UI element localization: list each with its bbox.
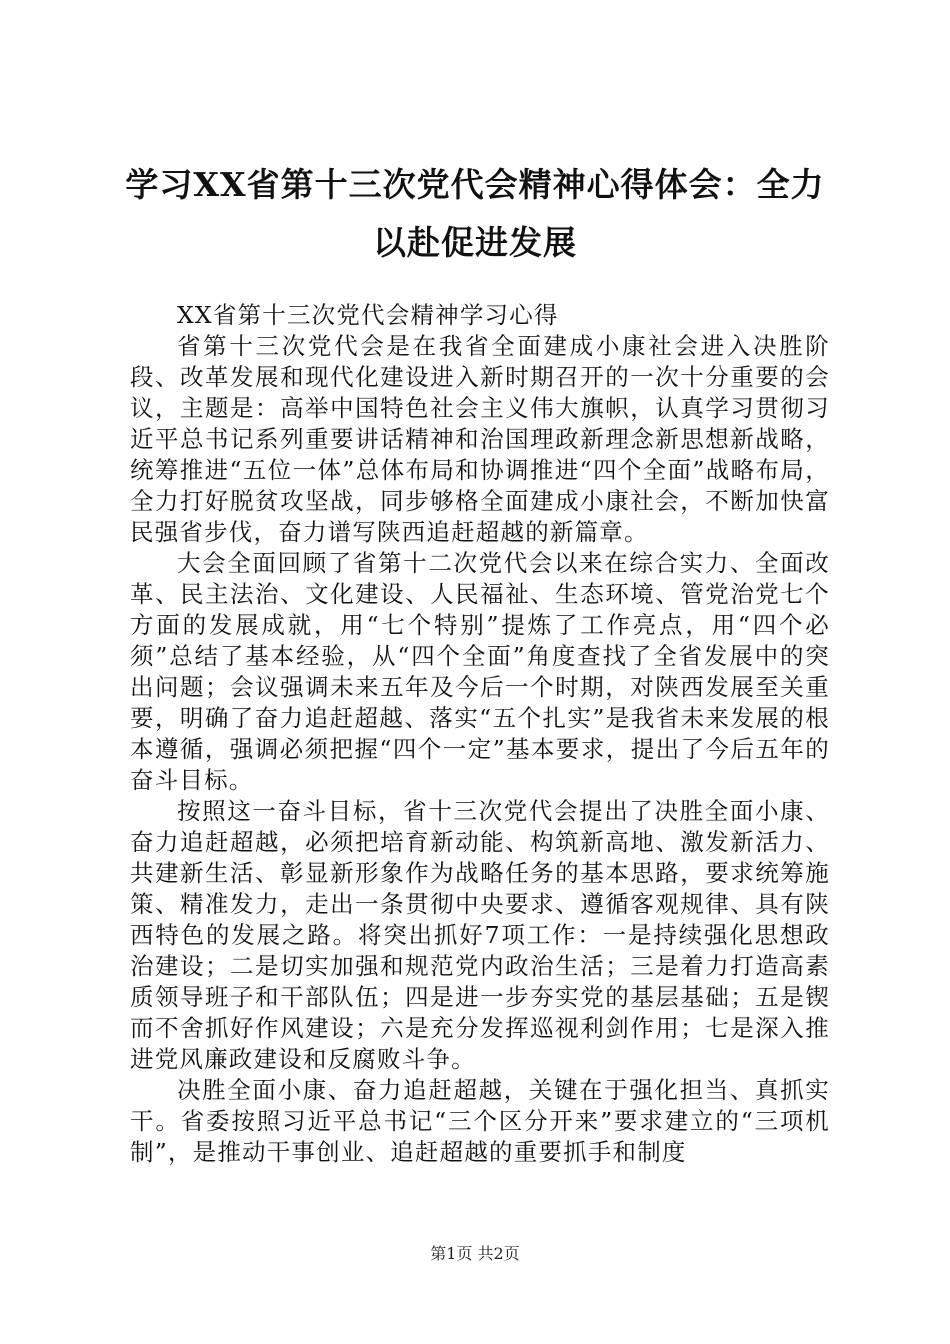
paragraph-subtitle: XX省第十三次党代会精神学习心得 (177, 301, 559, 329)
document-body (130, 300, 830, 1168)
paragraph: 大会全面回顾了省第十二次党代会以来在综合实力、全面改革、民主法治、文化建设、人民福祉、生态环境、管党治党七个方面的发展成就，用“七个特别”提炼了工作亮点，用“四个必须”总结了基本经验，从“四个全面”角度查找了全省发展中的突出问题；会议强调未来五年及今后一个时期，对陕西发展至关重要，明确了奋力追赶超越、落实“五个扎实”是我省未来发展的根本遵循，强调必须把握“四个一定”基本要求，提出了今后五年的奋斗目标。 (130, 549, 830, 794)
paragraph: 决胜全面小康、奋力追赶超越，关键在于强化担当、真抓实干。省委按照习近平总书记“三个区分开来”要求建立的“三项机制”，是推动干事创业、追赶超越的重要抓手和制度 (130, 1076, 830, 1166)
document-title: 学习XX省第十三次党代会精神心得体会：全力以赴促进发展 (125, 165, 825, 262)
paragraph: 省第十三次党代会是在我省全面建成小康社会进入决胜阶段、改革发展和现代化建设进入新时期召开的一次十分重要的会议，主题是：高举中国特色社会主义伟大旗帜，认真学习贯彻习近平总书记系列重要讲话精神和治国理政新理念新思想新战略，统筹推进“五位一体”总体布局和协调推进“四个全面”战略布局，全力打好脱贫攻坚战，同步够格全面建成小康社会，不断加快富民强省步伐，奋力谱写陕西追赶超越的新篇章。 (130, 332, 830, 546)
paragraph: 按照这一奋斗目标，省十三次党代会提出了决胜全面小康、奋力追赶超越，必须把培育新动能、构筑新高地、激发新活力、共建新生活、彰显新形象作为战略任务的基本思路，要求统筹施策、精准发力，走出一条贯彻中央要求、遵循客观规律、具有陕西特色的发展之路。将突出抓好7项工作：一是持续强化思想政治建设；二是切实加强和规范党内政治生活；三是着力打造高素质领导班子和干部队伍；四是进一步夯实党的基层基础；五是锲而不舍抓好作风建设；六是充分发挥巡视利剑作用；七是深入推进党风廉政建设和反腐败斗争。 (130, 797, 830, 1073)
page-number-footer: 第1页 共2页 (430, 1244, 520, 1263)
